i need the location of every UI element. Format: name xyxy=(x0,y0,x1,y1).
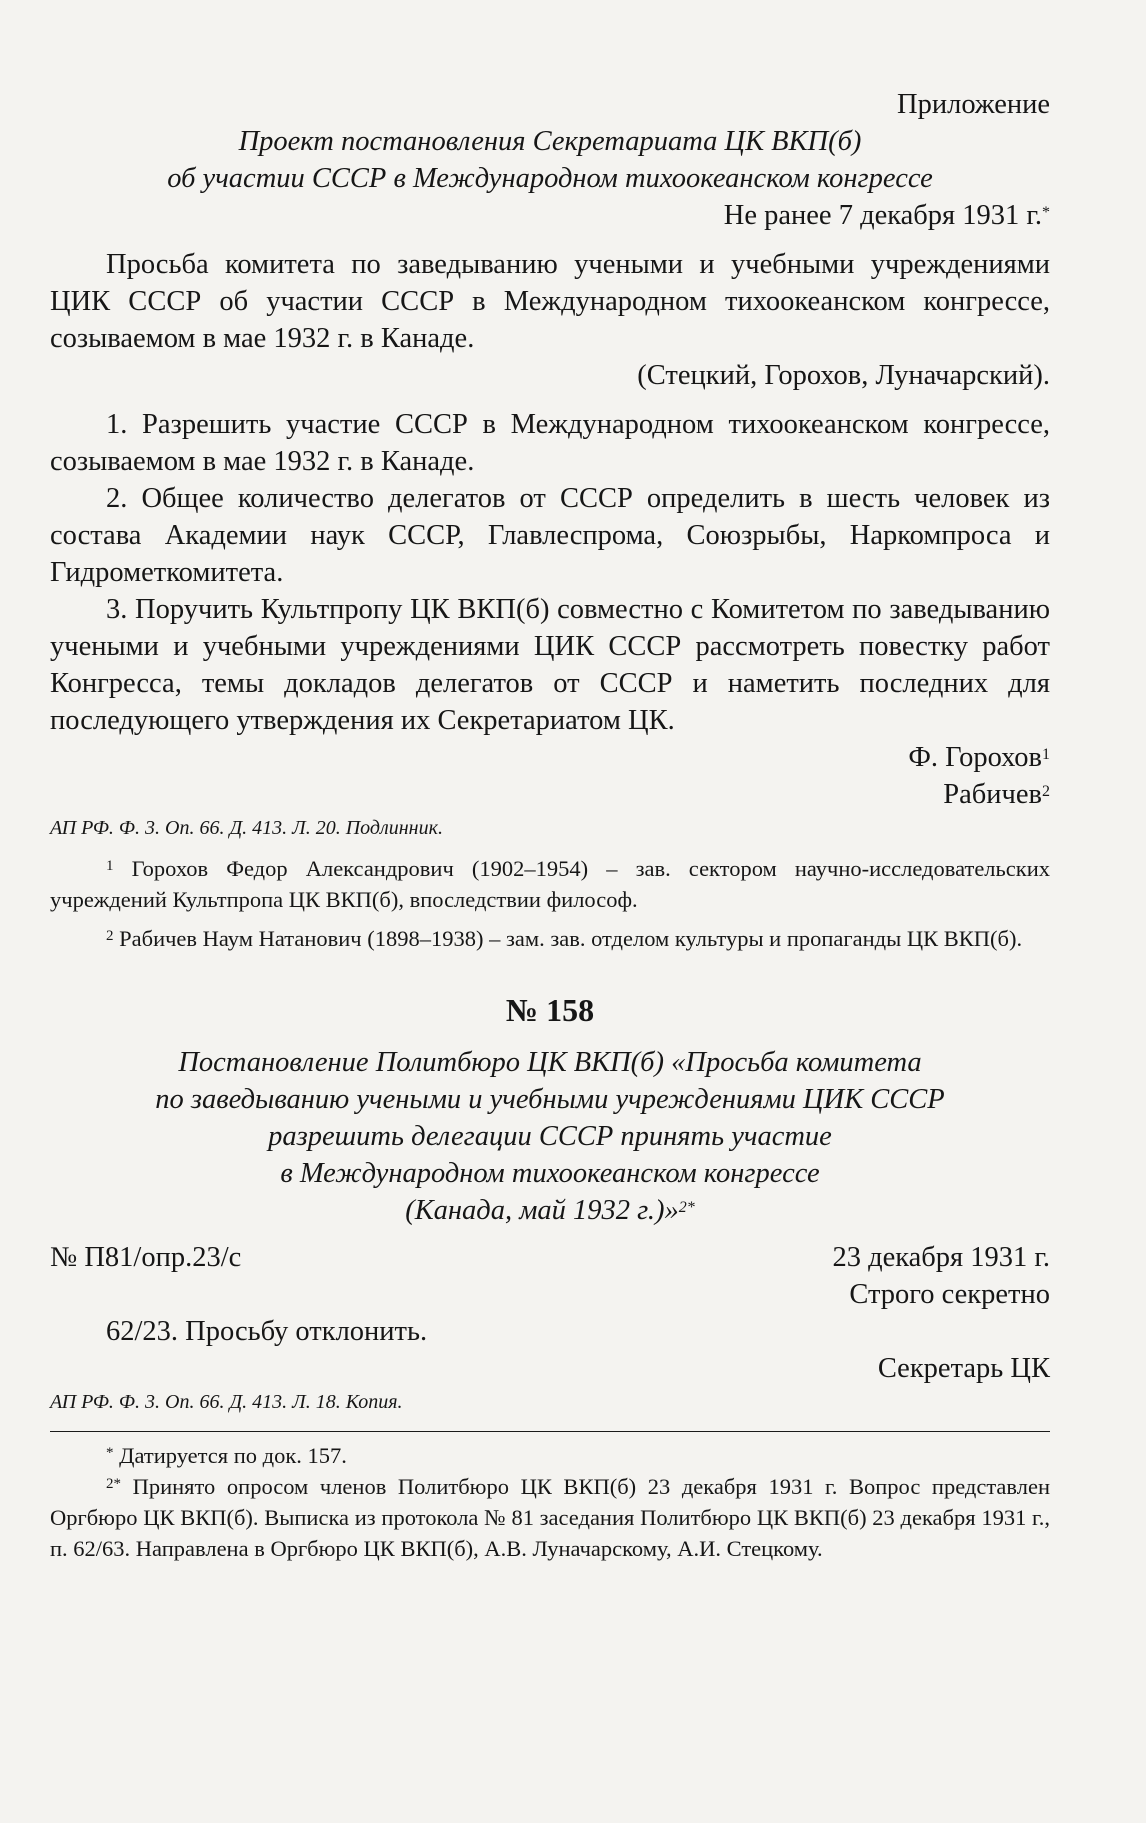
appendix-label: Приложение xyxy=(897,89,1050,120)
item-2: 2. Общее количество делегатов от СССР определить в шесть человек из состава Академии наук СССР, Главлеспрома, Союзрыбы, Наркомпроса и Гидрометкомитета. xyxy=(50,483,1050,588)
doc158-title-line-4: в Международном тихоокеанском конгрессе xyxy=(280,1158,820,1189)
secrecy-mark: Строго секретно xyxy=(849,1279,1050,1310)
request-paragraph: Просьба комитета по заведыванию учеными и учебными учреждениями ЦИК СССР об участии СССР в Международном тихоокеанском конгрессе, созываемом в мае 1932 г. в Канаде. xyxy=(50,249,1050,354)
item-1: 1. Разрешить участие СССР в Международном тихоокеанском конгрессе, созываемом в мае 1932 г. в Канаде. xyxy=(50,409,1050,477)
note-2-mark: 2* xyxy=(106,1476,121,1492)
signature-gorokhov xyxy=(50,739,1050,776)
note-1 xyxy=(50,1440,1050,1471)
footnote-2 xyxy=(50,923,1050,954)
doc158-source: АП РФ. Ф. 3. Оп. 66. Д. 413. Л. 18. Копия. xyxy=(50,1391,403,1413)
appendix-date-text: Не ранее 7 декабря 1931 г. xyxy=(723,200,1042,231)
request-authors: (Стецкий, Горохов, Луначарский). xyxy=(637,360,1050,391)
footnote-1-text: Горохов Федор Александрович (1902–1954) – зав. сектором научно-исследовательских учреждений Культпропа ЦК ВКП(б), впоследствии философ. xyxy=(50,856,1051,912)
signature-rabichev-text: Рабичев xyxy=(943,779,1042,810)
appendix-date xyxy=(50,197,1050,234)
appendix-source: АП РФ. Ф. 3. Оп. 66. Д. 413. Л. 20. Подлинник. xyxy=(50,817,443,839)
protocol-row xyxy=(50,1239,1050,1276)
appendix-title-line-2: об участии СССР в Международном тихоокеанском конгрессе xyxy=(167,163,933,194)
decision-text: 62/23. Просьбу отклонить. xyxy=(106,1316,428,1347)
note-1-mark: * xyxy=(106,1445,114,1461)
footnote-1 xyxy=(50,853,1050,915)
doc158-title-line-3: разрешить делегации СССР принять участие xyxy=(268,1121,832,1152)
item-3: 3. Поручить Культпропу ЦК ВКП(б) совместно с Комитетом по заведыванию учеными и учебными учреждениями ЦИК СССР рассмотреть повестку работ Конгресса, темы докладов делегатов от СССР и наметить последних для последующего утверждения их Секретариатом ЦК. xyxy=(50,594,1050,736)
doc158-title-line-2: по заведыванию учеными и учебными учреждениями ЦИК СССР xyxy=(155,1084,945,1115)
signature-gorokhov-mark: 1 xyxy=(1042,746,1050,763)
appendix-date-mark: * xyxy=(1042,204,1050,221)
signature-rabichev xyxy=(50,776,1050,813)
page-content xyxy=(50,86,1050,1564)
doc158-title-line-5 xyxy=(50,1192,1050,1229)
note-1-text: Датируется по док. 157. xyxy=(119,1443,347,1468)
footnote-1-mark: 1 xyxy=(106,858,114,874)
signature-gorokhov-text: Ф. Горохов xyxy=(908,742,1042,773)
doc158-title-mark: 2* xyxy=(678,1199,695,1216)
note-2 xyxy=(50,1471,1050,1564)
doc158-title-line-1: Постановление Политбюро ЦК ВКП(б) «Просьба комитета xyxy=(178,1047,922,1078)
doc158-date: 23 декабря 1931 г. xyxy=(832,1242,1050,1273)
footnote-2-mark: 2 xyxy=(106,928,114,944)
appendix-title-line-1: Проект постановления Секретариата ЦК ВКП(б) xyxy=(238,126,862,157)
doc158-title-line-5-text: (Канада, май 1932 г.)» xyxy=(405,1195,679,1226)
protocol-number: № П81/опр.23/с xyxy=(50,1242,242,1273)
document-number: № 158 xyxy=(505,992,595,1028)
footnote-2-text: Рабичев Наум Натанович (1898–1938) – зам. зав. отделом культуры и пропаганды ЦК ВКП(б). xyxy=(119,926,1023,951)
note-2-text: Принято опросом членов Политбюро ЦК ВКП(б) 23 декабря 1931 г. Вопрос представлен Оргбюро ЦК ВКП(б). Выписка из протокола № 81 заседания Политбюро ЦК ВКП(б) 23 декабря 1931 г., п. 62/63. Направлена в Оргбюро ЦК ВКП(б), А.В. Луначарскому, А.И. Стецкому. xyxy=(50,1474,1050,1561)
doc158-signature: Секретарь ЦК xyxy=(877,1353,1050,1384)
signature-rabichev-mark: 2 xyxy=(1042,783,1050,800)
